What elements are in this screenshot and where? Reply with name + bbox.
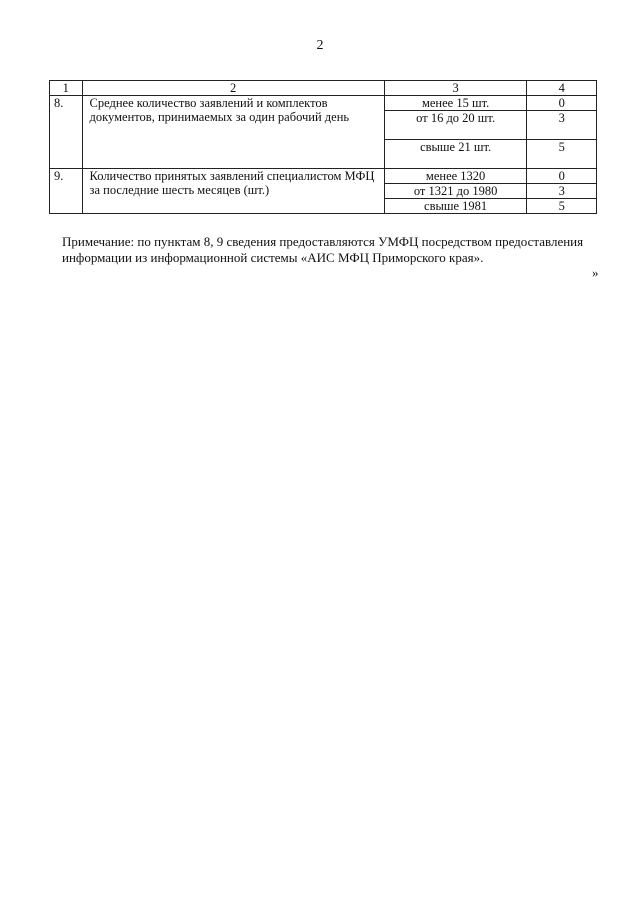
table-row	[50, 169, 597, 184]
header-cell-3: 3	[384, 81, 527, 96]
table-header-row	[50, 81, 597, 96]
page-number: 2	[316, 38, 324, 53]
points-cell: 0	[527, 169, 597, 184]
points-cell: 3	[527, 184, 597, 199]
footnote: Примечание: по пунктам 8, 9 сведения предоставляются УМФЦ посредством предоставления информации из информационной системы «АИС МФЦ Приморского края».	[62, 234, 584, 265]
header-cell-1: 1	[50, 81, 83, 96]
criterion-text: Среднее количество заявлений и комплектов документов, принимаемых за один рабочий день	[82, 96, 384, 169]
range-cell: свыше 21 шт.	[384, 140, 527, 169]
closing-quote: »	[592, 265, 599, 280]
row-number: 8.	[50, 96, 83, 169]
criterion-text: Количество принятых заявлений специалистом МФЦ за последние шесть месяцев (шт.)	[82, 169, 384, 214]
table-row	[50, 96, 597, 111]
points-cell: 5	[527, 140, 597, 169]
range-cell: свыше 1981	[384, 199, 527, 214]
points-cell: 5	[527, 199, 597, 214]
criteria-table	[49, 80, 597, 214]
points-cell: 3	[527, 111, 597, 140]
row-number: 9.	[50, 169, 83, 214]
header-cell-4: 4	[527, 81, 597, 96]
range-cell: менее 1320	[384, 169, 527, 184]
points-cell: 0	[527, 96, 597, 111]
range-cell: от 1321 до 1980	[384, 184, 527, 199]
range-cell: менее 15 шт.	[384, 96, 527, 111]
range-cell: от 16 до 20 шт.	[384, 111, 527, 140]
header-cell-2: 2	[82, 81, 384, 96]
